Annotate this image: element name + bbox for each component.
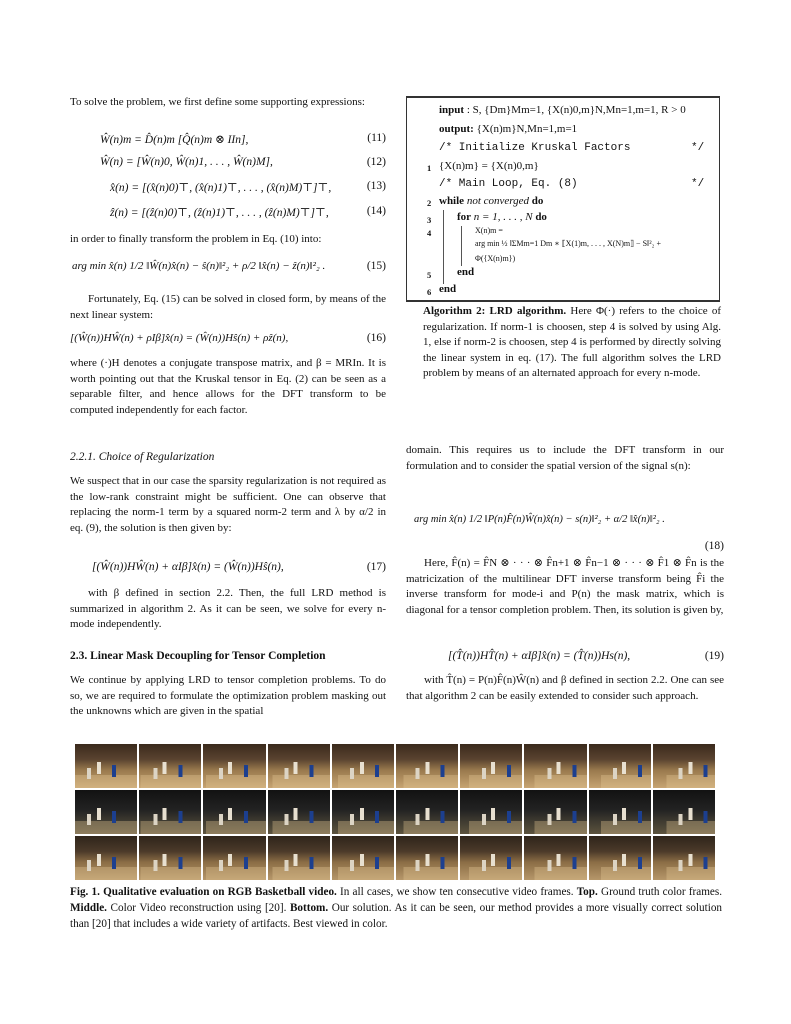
video-frame bbox=[396, 790, 458, 834]
player-figure bbox=[97, 808, 101, 820]
player-figure bbox=[688, 808, 692, 820]
figure-caption-middle-text: Color Video reconstruction using [20]. bbox=[110, 902, 287, 914]
video-frame bbox=[203, 790, 265, 834]
algo-line-number-5: 5 bbox=[427, 270, 432, 280]
player-figure bbox=[375, 857, 379, 869]
player-figure bbox=[360, 854, 364, 866]
player-figure bbox=[704, 765, 708, 777]
player-figure bbox=[416, 860, 420, 871]
video-frame bbox=[203, 836, 265, 880]
player-figure bbox=[572, 811, 576, 823]
player-figure bbox=[87, 814, 91, 825]
equation-18-number: (18) bbox=[704, 540, 724, 552]
player-figure bbox=[219, 768, 223, 779]
player-figure bbox=[97, 854, 101, 866]
equation-14-body: ẑ(n) = [(ẑ(n)0)⊤, (ẑ(n)1)⊤, . . . , (ẑ(n)M)⊤]⊤, bbox=[110, 207, 329, 219]
equation-12-body: Ŵ(n) = [Ŵ(n)0, Ŵ(n)1, . . . , Ŵ(n)M], bbox=[100, 156, 273, 168]
court-floor bbox=[666, 775, 715, 788]
court-floor bbox=[75, 775, 137, 788]
video-frame bbox=[139, 744, 201, 788]
algo-output bbox=[439, 123, 577, 135]
algo-line-number-3: 3 bbox=[427, 215, 432, 225]
player-figure bbox=[360, 808, 364, 820]
figure-caption-top-text: Ground truth color frames. bbox=[600, 886, 723, 898]
algo-line-6: end bbox=[439, 283, 457, 295]
equation-11 bbox=[100, 132, 386, 154]
player-figure bbox=[482, 814, 486, 825]
player-figure bbox=[87, 768, 91, 779]
algo-line-4a: X(n)m = bbox=[475, 226, 503, 235]
equation-13 bbox=[110, 180, 386, 202]
court-floor bbox=[75, 867, 137, 880]
player-figure bbox=[162, 808, 166, 820]
algo-for-range: n = 1, . . . , N bbox=[473, 211, 533, 223]
player-figure bbox=[704, 857, 708, 869]
video-frame bbox=[589, 744, 651, 788]
algo-line-3 bbox=[457, 211, 547, 223]
player-figure bbox=[162, 854, 166, 866]
court-floor bbox=[601, 821, 651, 834]
court-floor bbox=[272, 867, 330, 880]
algo-for-do: do bbox=[535, 211, 547, 223]
player-figure bbox=[375, 811, 379, 823]
player-figure bbox=[482, 768, 486, 779]
video-frame bbox=[75, 790, 137, 834]
algo-line-4c: Φ({X(n)m}) bbox=[475, 254, 516, 263]
algo-while-condition: not converged bbox=[466, 195, 530, 207]
algo-line-number-2: 2 bbox=[427, 198, 432, 208]
equation-13-number: (13) bbox=[366, 180, 386, 192]
player-figure bbox=[613, 860, 617, 871]
court-floor bbox=[338, 867, 394, 880]
equation-12-number: (12) bbox=[366, 156, 386, 168]
section-2-2-1-heading: 2.2.1. Choice of Regularization bbox=[70, 451, 215, 463]
player-figure bbox=[425, 854, 429, 866]
player-figure bbox=[507, 811, 511, 823]
algorithm-summary-paragraph: with β defined in section 2.2. Then, the full LRD method is summarized in algorithm 2. As it can be seen, we solve for every n-mode independently. bbox=[70, 587, 386, 630]
player-figure bbox=[294, 808, 298, 820]
intro-paragraph: To solve the problem, we first define some supporting expressions: bbox=[70, 96, 365, 108]
video-frame bbox=[589, 836, 651, 880]
algo-line-number-6: 6 bbox=[427, 287, 432, 297]
player-figure bbox=[294, 854, 298, 866]
player-figure bbox=[309, 765, 313, 777]
video-frame bbox=[75, 744, 137, 788]
player-figure bbox=[441, 765, 445, 777]
court-floor bbox=[141, 867, 202, 880]
player-figure bbox=[285, 814, 289, 825]
equation-19-number: (19) bbox=[704, 650, 724, 662]
court-floor bbox=[469, 867, 522, 880]
player-figure bbox=[622, 854, 626, 866]
algo-while-scope-bar bbox=[443, 210, 444, 284]
court-floor bbox=[535, 775, 587, 788]
court-floor bbox=[404, 867, 459, 880]
player-figure bbox=[425, 762, 429, 774]
player-figure bbox=[97, 762, 101, 774]
video-frame bbox=[268, 744, 330, 788]
equation-19-body: [(T̂(n))HT̂(n) + αIβ]x̂(n) = (T̂(n))Hs(n), bbox=[448, 650, 631, 662]
algorithm-caption bbox=[423, 304, 721, 382]
video-frame bbox=[460, 836, 522, 880]
figure-caption bbox=[70, 884, 722, 932]
figure-row-reference-reconstruction bbox=[75, 790, 715, 834]
player-figure bbox=[350, 814, 354, 825]
player-figure bbox=[350, 860, 354, 871]
player-figure bbox=[360, 762, 364, 774]
player-figure bbox=[557, 762, 561, 774]
algo-line-4b: arg min ½ ‖ΣMm=1 Dm ∗ ⟦X(1)m, . . . , X(N)m⟧ − S‖²₂ + bbox=[475, 239, 661, 248]
equation-17 bbox=[92, 561, 386, 583]
algo-comment-loop: /* Main Loop, Eq. (8) bbox=[439, 178, 578, 190]
algorithm-box bbox=[406, 96, 720, 302]
equation-15-body: arg min x̂(n) 1/2 ‖Ŵ(n)x̂(n) − ŝ(n)‖²₂ + ρ/2 ‖x̂(n) − ẑ(n)‖²₂ . bbox=[72, 260, 326, 272]
algo-output-body: {X(n)m}N,Mn=1,m=1 bbox=[476, 123, 578, 135]
video-frame bbox=[268, 836, 330, 880]
here-paragraph: Here, F̂(n) = F̂N ⊗ · · · ⊗ F̂n+1 ⊗ F̂n−1 ⊗ · · · ⊗ F̂1 ⊗ F̂n is the matricization of the multilinear DFT inverse transform being F̂i the inverse transform for mode-i and P(n) the mask matrix, which is diagonal for a tensor completion problem. Then, its solution is given by, bbox=[406, 557, 724, 616]
court-floor bbox=[535, 821, 587, 834]
figure-caption-title: Qualitative evaluation on RGB Basketball video. bbox=[103, 886, 337, 898]
video-frame bbox=[75, 836, 137, 880]
player-figure bbox=[162, 762, 166, 774]
court-floor bbox=[75, 821, 137, 834]
equation-17-number: (17) bbox=[366, 561, 386, 573]
figure-caption-top-label: Top. bbox=[576, 886, 598, 898]
player-figure bbox=[491, 762, 495, 774]
closed-form-paragraph: Fortunately, Eq. (15) can be solved in closed form, by means of the next linear system: bbox=[70, 293, 386, 321]
player-figure bbox=[572, 765, 576, 777]
video-frame bbox=[524, 790, 586, 834]
player-figure bbox=[309, 857, 313, 869]
video-frame bbox=[332, 836, 394, 880]
player-figure bbox=[638, 765, 642, 777]
player-figure bbox=[219, 814, 223, 825]
player-figure bbox=[441, 857, 445, 869]
video-frame bbox=[653, 836, 715, 880]
player-figure bbox=[613, 768, 617, 779]
algo-input-label: input bbox=[439, 104, 465, 116]
player-figure bbox=[219, 860, 223, 871]
court-floor bbox=[206, 867, 265, 880]
figure-caption-bottom-label: Bottom. bbox=[289, 902, 329, 914]
player-figure bbox=[704, 811, 708, 823]
player-figure bbox=[244, 857, 248, 869]
figure-row-our-solution bbox=[75, 836, 715, 880]
court-floor bbox=[666, 867, 715, 880]
player-figure bbox=[153, 768, 157, 779]
where-paragraph: where (·)H denotes a conjugate transpose matrix, and β = MRIn. It is worth pointing out that the Kruskal tensor in Eq. (2) can be seen as a separable filter, and hence allows for the DFT transform to be computed independently for each factor. bbox=[70, 357, 386, 416]
video-frame bbox=[396, 744, 458, 788]
figure-caption-intro: In all cases, we show ten consecutive video frames. bbox=[340, 886, 574, 898]
player-figure bbox=[178, 765, 182, 777]
court-floor bbox=[206, 821, 265, 834]
player-figure bbox=[416, 768, 420, 779]
player-figure bbox=[294, 762, 298, 774]
player-figure bbox=[285, 768, 289, 779]
equation-19 bbox=[448, 650, 724, 672]
video-frame bbox=[653, 790, 715, 834]
player-figure bbox=[112, 765, 116, 777]
equation-13-body: x̂(n) = [(x̂(n)0)⊤, (x̂(n)1)⊤, . . . , (x̂(n)M)⊤]⊤, bbox=[110, 182, 332, 194]
player-figure bbox=[507, 765, 511, 777]
video-frame bbox=[332, 790, 394, 834]
player-figure bbox=[228, 854, 232, 866]
algo-comment-init-end: */ bbox=[691, 142, 705, 154]
court-floor bbox=[404, 775, 459, 788]
player-figure bbox=[547, 814, 551, 825]
player-figure bbox=[638, 811, 642, 823]
player-figure bbox=[350, 768, 354, 779]
court-floor bbox=[404, 821, 459, 834]
algo-comment-init: /* Initialize Kruskal Factors bbox=[439, 142, 631, 154]
video-frame bbox=[524, 836, 586, 880]
court-floor bbox=[535, 867, 587, 880]
algo-input-body: : S, {Dm}Mm=1, {X(n)0,m}N,Mn=1,m=1, R > 0 bbox=[466, 104, 686, 116]
player-figure bbox=[679, 860, 683, 871]
video-frame bbox=[524, 744, 586, 788]
player-figure bbox=[285, 860, 289, 871]
player-figure bbox=[375, 765, 379, 777]
player-figure bbox=[178, 857, 182, 869]
court-floor bbox=[338, 775, 394, 788]
player-figure bbox=[112, 811, 116, 823]
algorithm-caption-label: Algorithm 2: LRD algorithm. bbox=[423, 305, 567, 317]
algo-line-number-1: 1 bbox=[427, 163, 432, 173]
player-figure bbox=[228, 762, 232, 774]
video-frame bbox=[332, 744, 394, 788]
player-figure bbox=[622, 762, 626, 774]
player-figure bbox=[491, 808, 495, 820]
court-floor bbox=[666, 821, 715, 834]
player-figure bbox=[547, 768, 551, 779]
court-floor bbox=[338, 821, 394, 834]
court-floor bbox=[272, 775, 330, 788]
equation-17-body: [(Ŵ(n))HŴ(n) + αIβ]x̂(n) = (Ŵ(n))Hŝ(n), bbox=[92, 561, 284, 573]
player-figure bbox=[572, 857, 576, 869]
player-figure bbox=[112, 857, 116, 869]
video-frame bbox=[589, 790, 651, 834]
section-2-3-heading: 2.3. Linear Mask Decoupling for Tensor Completion bbox=[70, 650, 326, 662]
algo-while-do: do bbox=[531, 195, 544, 207]
algo-line-2 bbox=[439, 195, 543, 207]
extension-paragraph: with T̂(n) = P(n)F̂(n)Ŵ(n) and β defined in section 2.2. One can see that algorithm 2 can be easily extended to consider such approach. bbox=[406, 674, 724, 702]
domain-paragraph: domain. This requires us to include the DFT transform in our formulation and to consider the spatial version of the signal s(n): bbox=[406, 444, 724, 472]
equation-11-number: (11) bbox=[367, 132, 386, 144]
player-figure bbox=[87, 860, 91, 871]
player-figure bbox=[482, 860, 486, 871]
player-figure bbox=[679, 768, 683, 779]
equation-11-body: Ŵ(n)m = D̂(n)m [Q̂(n)m ⊗ IIn], bbox=[100, 134, 249, 146]
tensor-completion-paragraph: We continue by applying LRD to tensor completion problems. To do so, we are required to formulate the optimization problem masking out the unknowns which are given in the spatial bbox=[70, 674, 386, 717]
equation-18-body: arg min x̂(n) 1/2 ‖P(n)F̂(n)Ŵ(n)x̂(n) − s(n)‖²₂ + α/2 ‖x̂(n)‖²₂ . bbox=[414, 514, 665, 525]
equation-15 bbox=[72, 260, 386, 282]
player-figure bbox=[622, 808, 626, 820]
player-figure bbox=[425, 808, 429, 820]
player-figure bbox=[557, 808, 561, 820]
equation-16-body: [(Ŵ(n))HŴ(n) + ρIβ]x̂(n) = (Ŵ(n))Hŝ(n) + ρẑ(n), bbox=[70, 332, 289, 344]
algorithm-caption-text: Here Φ(·) refers to the choice of regularization. If norm-1 is choosen, step 4 is solved by using Alg. 1, else if norm-2 is choosen, step 4 is performed by directly solving the linear system in eq. (17). The full algorithm solves the LRD problem by means of an alternated approach for every n-mode. bbox=[423, 305, 722, 379]
player-figure bbox=[491, 854, 495, 866]
figure-caption-middle-label: Middle. bbox=[70, 902, 107, 914]
equation-14-number: (14) bbox=[366, 205, 386, 217]
algo-line-number-4: 4 bbox=[427, 228, 432, 238]
equation-12 bbox=[100, 156, 386, 178]
algo-while-keyword: while bbox=[439, 195, 465, 207]
court-floor bbox=[601, 867, 651, 880]
equation-18 bbox=[414, 514, 724, 552]
player-figure bbox=[153, 814, 157, 825]
algo-input bbox=[439, 104, 686, 116]
figure-row-ground-truth bbox=[75, 744, 715, 788]
player-figure bbox=[638, 857, 642, 869]
court-floor bbox=[469, 821, 522, 834]
video-frame bbox=[203, 744, 265, 788]
video-frame bbox=[396, 836, 458, 880]
player-figure bbox=[688, 762, 692, 774]
player-figure bbox=[441, 811, 445, 823]
player-figure bbox=[244, 811, 248, 823]
player-figure bbox=[557, 854, 561, 866]
video-frame bbox=[653, 744, 715, 788]
figure-caption-label: Fig. 1. bbox=[70, 886, 100, 898]
algo-line-5: end bbox=[457, 266, 475, 278]
equation-15-number: (15) bbox=[366, 260, 386, 272]
player-figure bbox=[679, 814, 683, 825]
player-figure bbox=[309, 811, 313, 823]
transform-text: in order to finally transform the problem in Eq. (10) into: bbox=[70, 233, 322, 245]
algo-for-keyword: for bbox=[457, 211, 472, 223]
player-figure bbox=[613, 814, 617, 825]
figure-caption-bottom-text: Our solution. As it can be seen, our method provides a more visually correct solution than [20] that includes a wide variety of artifacts. Best viewed in color. bbox=[70, 902, 723, 930]
court-floor bbox=[601, 775, 651, 788]
player-figure bbox=[178, 811, 182, 823]
video-frame bbox=[460, 744, 522, 788]
player-figure bbox=[244, 765, 248, 777]
player-figure bbox=[416, 814, 420, 825]
algo-output-label: output: bbox=[439, 123, 474, 135]
algo-comment-loop-end: */ bbox=[691, 178, 705, 190]
video-frame bbox=[139, 790, 201, 834]
equation-16-number: (16) bbox=[366, 332, 386, 344]
court-floor bbox=[272, 821, 330, 834]
player-figure bbox=[688, 854, 692, 866]
court-floor bbox=[469, 775, 522, 788]
court-floor bbox=[141, 821, 202, 834]
player-figure bbox=[547, 860, 551, 871]
court-floor bbox=[141, 775, 202, 788]
court-floor bbox=[206, 775, 265, 788]
regularization-paragraph: We suspect that in our case the sparsity regularization is not required as the low-rank constraint might be sufficient. One can observe that replacing the norm-1 term by a squared norm-2 term and λ by α/2 in eq. (9), the solution is then given by: bbox=[70, 475, 386, 534]
equation-14 bbox=[110, 205, 386, 227]
player-figure bbox=[228, 808, 232, 820]
player-figure bbox=[153, 860, 157, 871]
video-frame bbox=[460, 790, 522, 834]
equation-16 bbox=[70, 332, 386, 354]
algo-for-scope-bar bbox=[461, 226, 462, 266]
algo-line-1: {X(n)m} = {X(n)0,m} bbox=[439, 160, 539, 172]
video-frame bbox=[268, 790, 330, 834]
video-frame bbox=[139, 836, 201, 880]
player-figure bbox=[507, 857, 511, 869]
